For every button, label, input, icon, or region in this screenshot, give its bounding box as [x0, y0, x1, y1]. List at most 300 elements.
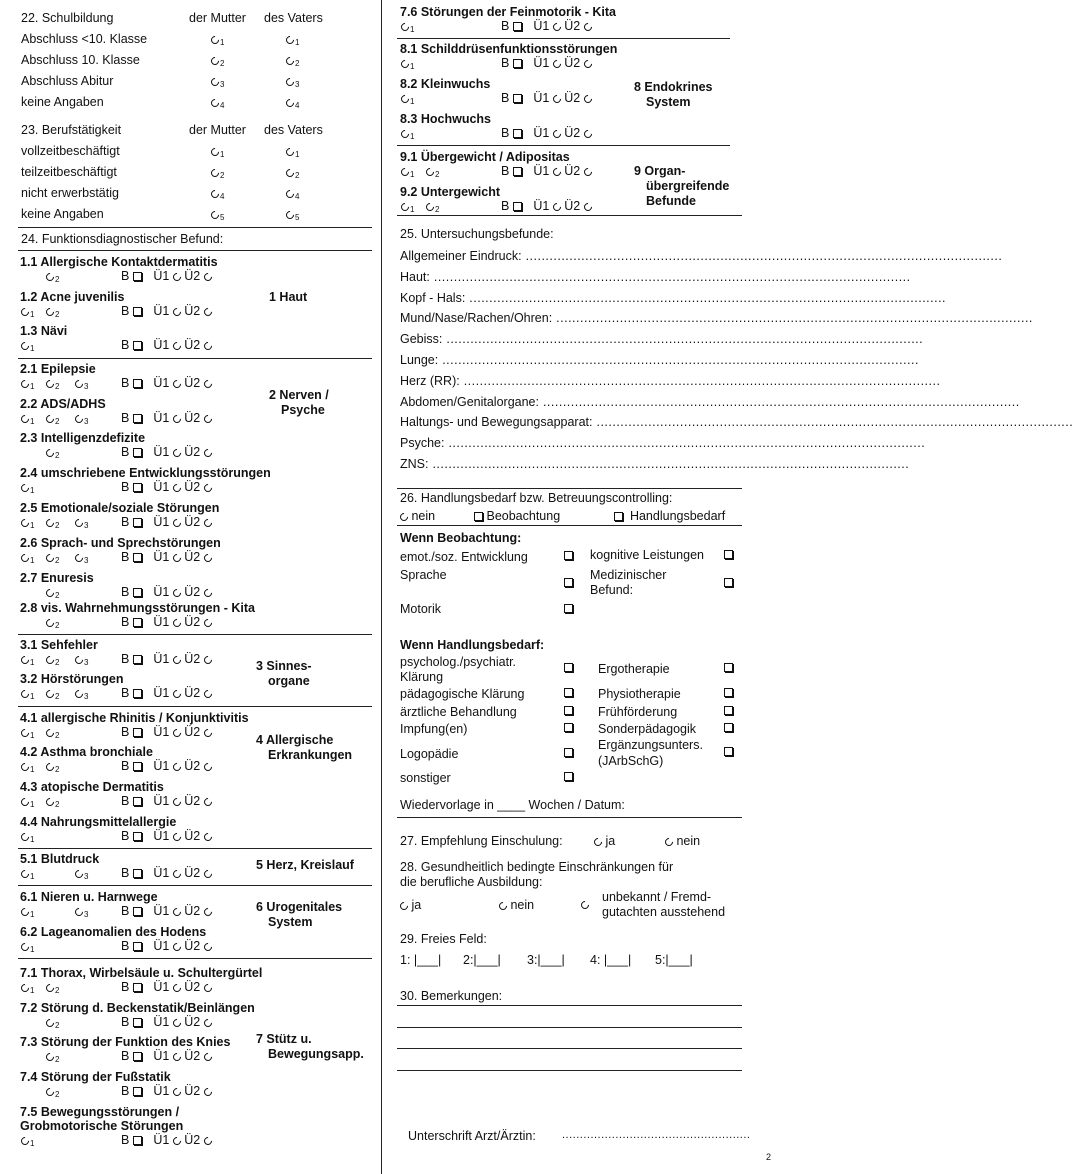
radio-option[interactable] [75, 686, 88, 700]
b-checkbox[interactable] [133, 272, 142, 281]
radio-option[interactable] [46, 1084, 59, 1098]
diagnosis-title: 1.2 Acne juvenilis [20, 290, 125, 304]
code-option[interactable] [46, 550, 59, 565]
radio-option[interactable] [286, 74, 299, 88]
bue-options [121, 1049, 212, 1063]
radio-option[interactable] [46, 304, 59, 318]
b-label: B [121, 1015, 130, 1029]
u2-radio[interactable] [202, 1051, 213, 1062]
code-option[interactable] [46, 725, 59, 740]
u1-radio[interactable] [171, 868, 182, 879]
code-option[interactable] [401, 19, 414, 34]
father-option[interactable] [286, 95, 299, 110]
b-checkbox[interactable] [133, 869, 142, 878]
radio-icon [44, 1051, 55, 1062]
option-number: 2 [55, 692, 60, 701]
q28-option-ja[interactable] [400, 898, 421, 912]
b-checkbox[interactable] [513, 94, 522, 103]
u1-radio[interactable] [551, 166, 562, 177]
b-checkbox[interactable] [133, 728, 142, 737]
code-option[interactable] [46, 411, 59, 426]
radio-option[interactable] [21, 725, 34, 739]
u1-radio[interactable] [551, 128, 562, 139]
radio-option[interactable] [21, 759, 34, 773]
q29-field-5[interactable]: 5:|___| [655, 953, 693, 967]
checkbox-sonstiger[interactable] [564, 772, 573, 781]
b-checkbox[interactable] [513, 22, 522, 31]
b-checkbox[interactable] [133, 762, 142, 771]
code-option[interactable] [21, 652, 34, 667]
u2-radio[interactable] [202, 340, 213, 351]
exam-field[interactable] [400, 332, 924, 347]
b-checkbox[interactable] [133, 341, 142, 350]
u2-radio[interactable] [582, 21, 593, 32]
hand-logo: Logopädie [400, 747, 459, 761]
u1-radio[interactable] [171, 587, 182, 598]
radio-option[interactable] [21, 550, 34, 564]
radio-icon [44, 271, 55, 282]
father-option[interactable] [286, 186, 299, 201]
code-option[interactable] [21, 866, 34, 881]
radio-option[interactable] [21, 904, 34, 918]
u2-radio[interactable] [202, 552, 213, 563]
code-option[interactable] [46, 1084, 59, 1099]
b-checkbox[interactable] [133, 655, 142, 664]
radio-option[interactable] [21, 304, 34, 318]
code-option[interactable] [46, 269, 59, 284]
q26-option-handlungsbedarf[interactable] [614, 509, 725, 523]
radio-option[interactable] [211, 32, 224, 46]
remarks-line[interactable] [397, 1005, 742, 1006]
radio-option[interactable] [46, 1015, 59, 1029]
radio-option[interactable] [75, 652, 88, 666]
radio-icon [44, 982, 55, 993]
radio-option[interactable] [286, 144, 299, 158]
code-option[interactable] [75, 550, 88, 565]
code-option[interactable] [46, 585, 59, 600]
b-checkbox[interactable] [133, 307, 142, 316]
code-option[interactable] [21, 480, 34, 495]
code-option[interactable] [75, 515, 88, 530]
b-checkbox[interactable] [133, 1136, 142, 1145]
u2-radio[interactable] [202, 413, 213, 424]
father-option[interactable] [286, 144, 299, 159]
checkbox-motorik[interactable] [564, 604, 573, 613]
u1-radio[interactable] [171, 941, 182, 952]
radio-option[interactable] [46, 1049, 59, 1063]
exam-field[interactable] [400, 457, 910, 471]
u1-radio[interactable] [171, 306, 182, 317]
code-option[interactable] [46, 445, 59, 460]
u1-radio[interactable] [171, 1135, 182, 1146]
code-option[interactable] [21, 411, 34, 426]
mother-option[interactable] [211, 165, 224, 180]
b-checkbox[interactable] [133, 448, 142, 457]
radio-option[interactable] [75, 904, 88, 918]
code-option[interactable] [21, 550, 34, 565]
mother-option[interactable] [211, 95, 224, 110]
radio-option[interactable] [401, 199, 414, 213]
father-option[interactable] [286, 32, 299, 47]
exam-field[interactable] [400, 249, 1003, 263]
radio-icon [209, 188, 220, 199]
mother-option[interactable] [211, 144, 224, 159]
checkbox-arzt[interactable] [564, 706, 573, 715]
b-label: B [121, 980, 130, 994]
radio-option[interactable] [286, 186, 299, 200]
q26-option-beobachtung[interactable] [474, 509, 560, 523]
mother-option[interactable] [211, 207, 224, 222]
code-option[interactable] [46, 686, 59, 701]
radio-option[interactable] [21, 480, 34, 494]
u2-radio[interactable] [582, 166, 593, 177]
u2-radio[interactable] [202, 1086, 213, 1097]
code-option[interactable] [426, 199, 439, 214]
code-option[interactable] [401, 164, 414, 179]
code-option[interactable] [46, 515, 59, 530]
u1-radio[interactable] [171, 761, 182, 772]
radio-option[interactable] [401, 126, 414, 140]
code-option[interactable] [75, 376, 88, 391]
radio-icon [663, 836, 674, 847]
radio-option[interactable] [46, 980, 59, 994]
b-checkbox[interactable] [133, 518, 142, 527]
b-checkbox[interactable] [133, 379, 142, 388]
radio-option[interactable] [21, 515, 34, 529]
radio-option[interactable] [46, 725, 59, 739]
checkbox-frueh[interactable] [724, 706, 733, 715]
radio-option[interactable] [75, 515, 88, 529]
code-option[interactable] [21, 904, 34, 919]
b-checkbox[interactable] [133, 553, 142, 562]
code-option[interactable] [46, 1015, 59, 1030]
radio-option[interactable] [46, 376, 59, 390]
code-option[interactable] [46, 304, 59, 319]
radio-option[interactable] [46, 445, 59, 459]
radio-option[interactable] [211, 186, 224, 200]
exam-field[interactable] [400, 373, 941, 388]
radio-option[interactable] [46, 794, 59, 808]
code-option[interactable] [21, 686, 34, 701]
radio-option[interactable] [46, 550, 59, 564]
b-checkbox[interactable] [133, 618, 142, 627]
exam-field[interactable] [400, 415, 1073, 430]
exam-field[interactable] [400, 394, 1020, 409]
u2-radio[interactable] [202, 906, 213, 917]
u2-radio[interactable] [202, 617, 213, 628]
u1-radio[interactable] [171, 688, 182, 699]
checkbox-ergaenzung[interactable] [724, 747, 733, 756]
q27-option-nein[interactable] [665, 834, 700, 848]
code-option[interactable] [401, 56, 414, 71]
radio-option[interactable] [46, 411, 59, 425]
bue-options [121, 445, 212, 459]
checkbox-medizinisch[interactable] [724, 578, 733, 587]
u2-radio[interactable] [202, 447, 213, 458]
radio-option[interactable] [286, 207, 299, 221]
code-option[interactable] [401, 126, 414, 141]
u1-radio[interactable] [171, 552, 182, 563]
u1-radio[interactable] [171, 617, 182, 628]
b-checkbox[interactable] [133, 414, 142, 423]
u1-radio[interactable] [171, 796, 182, 807]
father-option[interactable] [286, 207, 299, 222]
u2-radio[interactable] [202, 868, 213, 879]
code-option[interactable] [46, 652, 59, 667]
u2-radio[interactable] [202, 654, 213, 665]
code-option[interactable] [75, 904, 88, 919]
u2-radio[interactable] [202, 688, 213, 699]
u2-radio[interactable] [202, 831, 213, 842]
u2-radio[interactable] [202, 796, 213, 807]
checkbox-ergo[interactable] [724, 663, 733, 672]
radio-option[interactable] [211, 95, 224, 109]
u1-label: Ü1 [153, 686, 170, 700]
code-option[interactable] [426, 164, 439, 179]
radio-option[interactable] [286, 95, 299, 109]
u2-radio[interactable] [202, 517, 213, 528]
radio-option[interactable] [46, 269, 59, 283]
b-checkbox[interactable] [133, 907, 142, 916]
u2-radio[interactable] [202, 941, 213, 952]
exam-field[interactable] [400, 353, 919, 367]
hand-arzt: ärztliche Behandlung [400, 705, 517, 719]
q28-radio-unbekannt[interactable] [579, 899, 590, 910]
radio-option[interactable] [75, 376, 88, 390]
radio-option[interactable] [426, 199, 439, 213]
radio-icon [284, 188, 295, 199]
code-option[interactable] [75, 652, 88, 667]
q29-field-3[interactable]: 3:|___| [527, 953, 565, 967]
radio-option[interactable] [401, 164, 414, 178]
remarks-line[interactable] [397, 1048, 742, 1049]
u1-radio[interactable] [171, 982, 182, 993]
code-option[interactable] [21, 829, 34, 844]
b-checkbox[interactable] [133, 1087, 142, 1096]
u1-radio[interactable] [171, 340, 182, 351]
checkbox-paed[interactable] [564, 688, 573, 697]
exam-field[interactable] [400, 290, 947, 305]
u1-radio[interactable] [171, 413, 182, 424]
b-checkbox[interactable] [133, 588, 142, 597]
option-number: 1 [30, 382, 35, 391]
b-checkbox[interactable] [133, 483, 142, 492]
radio-option[interactable] [21, 411, 34, 425]
checkbox-logo[interactable] [564, 748, 573, 757]
radio-option[interactable] [211, 144, 224, 158]
radio-option[interactable] [211, 53, 224, 67]
radio-icon [19, 413, 30, 424]
q28-option-nein[interactable] [499, 898, 534, 912]
code-option[interactable] [21, 980, 34, 995]
radio-option[interactable] [21, 794, 34, 808]
code-option[interactable] [75, 686, 88, 701]
u2-radio[interactable] [202, 482, 213, 493]
radio-option[interactable] [21, 376, 34, 390]
radio-option[interactable] [75, 866, 88, 880]
code-option[interactable] [21, 1133, 34, 1148]
code-option[interactable] [46, 759, 59, 774]
radio-option[interactable] [286, 32, 299, 46]
radio-option[interactable] [46, 615, 59, 629]
u1-radio[interactable] [171, 1017, 182, 1028]
option-number: 2 [55, 275, 60, 284]
radio-option[interactable] [211, 207, 224, 221]
u1-label: Ü1 [153, 269, 170, 283]
u1-radio[interactable] [171, 271, 182, 282]
exam-field[interactable] [400, 269, 911, 284]
u2-radio[interactable] [202, 587, 213, 598]
u2-radio[interactable] [202, 982, 213, 993]
u1-radio[interactable] [171, 482, 182, 493]
radio-option[interactable] [21, 939, 34, 953]
radio-icon [209, 55, 220, 66]
b-checkbox[interactable] [133, 797, 142, 806]
code-option[interactable] [21, 939, 34, 954]
radio-option[interactable] [46, 759, 59, 773]
radio-option[interactable] [21, 1133, 34, 1147]
u1-radio[interactable] [171, 831, 182, 842]
b-checkbox[interactable] [133, 832, 142, 841]
radio-option[interactable] [211, 74, 224, 88]
diagnosis-title: 2.2 ADS/ADHS [20, 397, 106, 411]
u1-radio[interactable] [171, 447, 182, 458]
radio-option[interactable] [46, 515, 59, 529]
radio-option[interactable] [21, 338, 34, 352]
radio-option[interactable] [21, 686, 34, 700]
u2-radio[interactable] [202, 761, 213, 772]
b-checkbox[interactable] [133, 1052, 142, 1061]
u1-radio[interactable] [171, 906, 182, 917]
q26-option-nein[interactable] [400, 509, 435, 523]
u1-radio[interactable] [551, 93, 562, 104]
radio-option[interactable] [75, 550, 88, 564]
radio-option[interactable] [401, 19, 414, 33]
code-option[interactable] [46, 376, 59, 391]
code-option[interactable] [46, 794, 59, 809]
radio-option[interactable] [21, 652, 34, 666]
b-checkbox[interactable] [133, 1018, 142, 1027]
checkbox-sonder[interactable] [724, 723, 733, 732]
radio-option[interactable] [426, 164, 439, 178]
code-option[interactable] [46, 1049, 59, 1064]
checkbox-emot[interactable] [564, 551, 573, 560]
u2-radio[interactable] [202, 727, 213, 738]
checkbox-psych[interactable] [564, 663, 573, 672]
radio-option[interactable] [75, 411, 88, 425]
exam-field[interactable] [400, 311, 1033, 326]
u1-radio[interactable] [551, 58, 562, 69]
radio-option[interactable] [46, 652, 59, 666]
u2-radio[interactable] [582, 201, 593, 212]
code-option[interactable] [21, 725, 34, 740]
code-option[interactable] [401, 91, 414, 106]
checkbox-physio[interactable] [724, 688, 733, 697]
checkbox-impf[interactable] [564, 723, 573, 732]
b-checkbox[interactable] [513, 202, 522, 211]
code-option[interactable] [21, 759, 34, 774]
u2-radio[interactable] [202, 1135, 213, 1146]
b-checkbox[interactable] [133, 983, 142, 992]
bue-options [501, 91, 592, 105]
code-option[interactable] [21, 304, 34, 319]
b-checkbox[interactable] [513, 167, 522, 176]
b-checkbox[interactable] [513, 129, 522, 138]
mother-option[interactable] [211, 53, 224, 68]
u2-radio[interactable] [582, 128, 593, 139]
radio-option[interactable] [21, 866, 34, 880]
radio-option[interactable] [401, 91, 414, 105]
code-option[interactable] [21, 338, 34, 353]
remarks-line[interactable] [397, 1070, 742, 1071]
radio-option[interactable] [401, 56, 414, 70]
code-option[interactable] [401, 199, 414, 214]
radio-option[interactable] [21, 980, 34, 994]
code-option[interactable] [75, 411, 88, 426]
u2-radio[interactable] [202, 378, 213, 389]
code-option[interactable] [75, 866, 88, 881]
radio-option[interactable] [21, 829, 34, 843]
signature-field[interactable]: ..................................................... [562, 1129, 751, 1141]
exam-field[interactable] [400, 436, 926, 451]
radio-option[interactable] [46, 585, 59, 599]
radio-option[interactable] [286, 165, 299, 179]
code-option[interactable] [21, 794, 34, 809]
checkbox-kognitiv[interactable] [724, 550, 733, 559]
b-checkbox[interactable] [133, 689, 142, 698]
q27-option-ja[interactable] [594, 834, 615, 848]
remarks-line[interactable] [397, 1027, 742, 1028]
u1-radio[interactable] [171, 727, 182, 738]
father-option[interactable] [286, 53, 299, 68]
u1-radio[interactable] [551, 21, 562, 32]
u1-radio[interactable] [551, 201, 562, 212]
u2-radio[interactable] [582, 58, 593, 69]
mother-option[interactable] [211, 32, 224, 47]
b-checkbox[interactable] [133, 942, 142, 951]
u1-radio[interactable] [171, 517, 182, 528]
b-checkbox[interactable] [513, 59, 522, 68]
radio-option[interactable] [46, 686, 59, 700]
q28-nein-label: nein [510, 898, 535, 912]
u2-radio[interactable] [202, 271, 213, 282]
code-option[interactable] [21, 515, 34, 530]
q29-field-2[interactable]: 2:|___| [463, 953, 501, 967]
u1-radio[interactable] [171, 1051, 182, 1062]
u1-label: Ü1 [153, 411, 170, 425]
u2-radio[interactable] [202, 306, 213, 317]
u1-radio[interactable] [171, 1086, 182, 1097]
mother-option[interactable] [211, 74, 224, 89]
father-option[interactable] [286, 74, 299, 89]
code-option[interactable] [46, 980, 59, 995]
bue-options [121, 1015, 212, 1029]
u2-radio[interactable] [582, 93, 593, 104]
u1-radio[interactable] [171, 378, 182, 389]
father-option[interactable] [286, 165, 299, 180]
checkbox-sprache[interactable] [564, 578, 573, 587]
q29-field-1[interactable]: 1: |___| [400, 953, 442, 967]
code-option[interactable] [21, 376, 34, 391]
radio-option[interactable] [286, 53, 299, 67]
mother-option[interactable] [211, 186, 224, 201]
exam-field-label: Mund/Nase/Rachen/Ohren: [400, 311, 553, 326]
u1-radio[interactable] [171, 654, 182, 665]
u2-radio[interactable] [202, 1017, 213, 1028]
q29-field-4[interactable]: 4: |___| [590, 953, 632, 967]
radio-option[interactable] [211, 165, 224, 179]
code-option[interactable] [46, 615, 59, 630]
